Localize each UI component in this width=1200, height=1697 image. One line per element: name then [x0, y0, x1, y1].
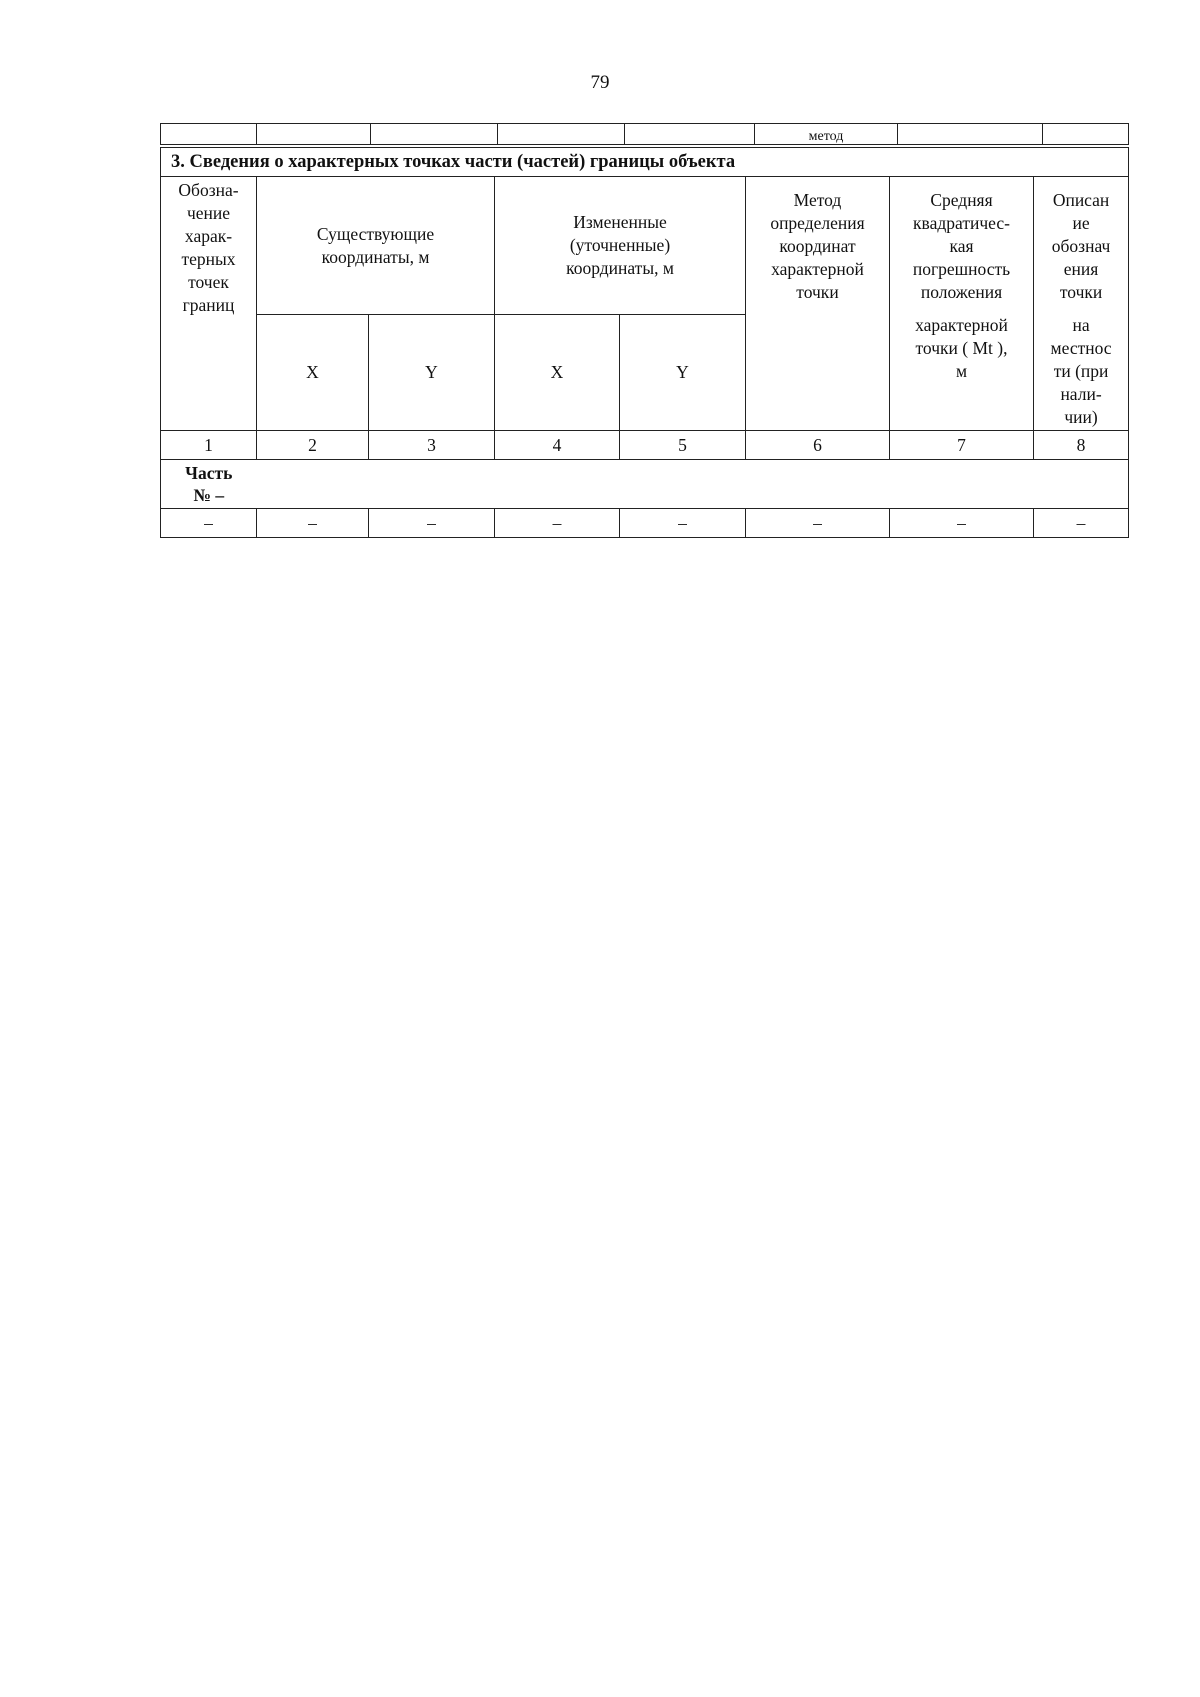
header-point-description: Описан ие обознач ения точки на местнос ти (при нали- чии): [1034, 177, 1129, 431]
strip-cell: [625, 124, 755, 145]
header-changed-y: Y: [620, 315, 746, 431]
column-number: 1: [161, 431, 257, 460]
column-number: 6: [746, 431, 890, 460]
page-number: 79: [590, 72, 610, 93]
table-cell: –: [890, 509, 1034, 538]
strip-cell: [498, 124, 625, 145]
header-existing-y: Y: [369, 315, 495, 431]
strip-cell: [371, 124, 498, 145]
column-number: 4: [495, 431, 620, 460]
section-title: 3. Сведения о характерных точках части (частей) границы объекта: [161, 148, 1129, 177]
header-existing-x: X: [257, 315, 369, 431]
part-label: Часть № –: [161, 460, 257, 509]
column-number: 5: [620, 431, 746, 460]
header-changed-x: X: [495, 315, 620, 431]
column-number: 7: [890, 431, 1034, 460]
column-number: 8: [1034, 431, 1129, 460]
table-cell: –: [369, 509, 495, 538]
header-method: Метод определения координат характерной точки: [746, 177, 890, 431]
boundary-points-table: [160, 147, 1129, 538]
strip-cell: [898, 124, 1043, 145]
previous-table-strip: [160, 123, 1129, 145]
part-row-spacer: [257, 460, 1129, 509]
table-cell: –: [1034, 509, 1129, 538]
strip-cell: [257, 124, 371, 145]
table-cell: –: [495, 509, 620, 538]
header-changed-coordinates: Измененные (уточненные) координаты, м: [495, 177, 746, 315]
header-existing-coordinates: Существующие координаты, м: [257, 177, 495, 315]
column-number: 2: [257, 431, 369, 460]
header-mean-square-error: Средняя квадратичес- кая погрешность положения характерной точки ( Mt ), м: [890, 177, 1034, 431]
column-number: 3: [369, 431, 495, 460]
table-cell: –: [620, 509, 746, 538]
strip-cell: [161, 124, 257, 145]
strip-cell-method: метод: [755, 124, 898, 145]
header-point-designation: Обозна- чение харак- терных точек границ: [161, 177, 257, 431]
strip-cell: [1043, 124, 1129, 145]
table-cell: –: [746, 509, 890, 538]
table-cell: –: [161, 509, 257, 538]
table-cell: –: [257, 509, 369, 538]
